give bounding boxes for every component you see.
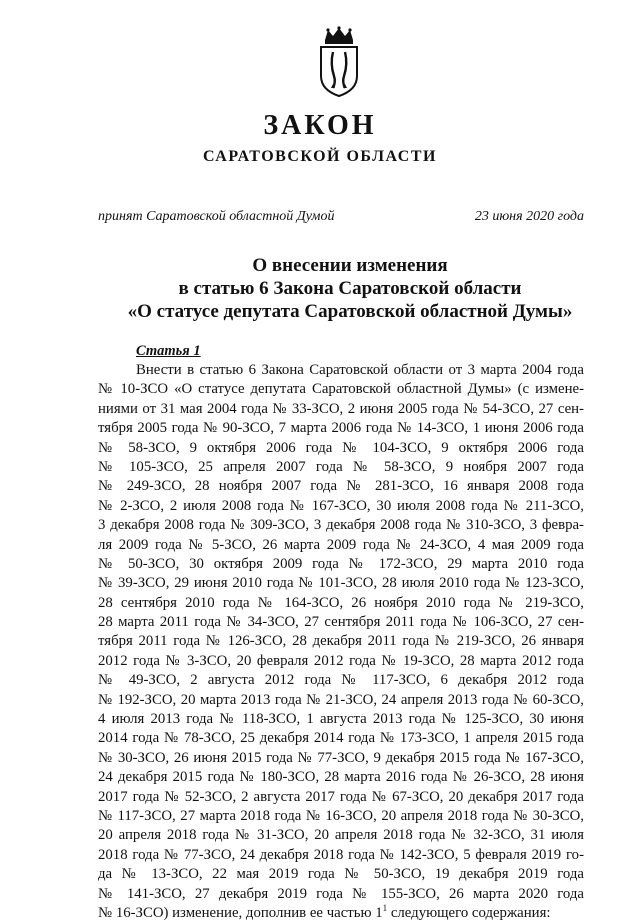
article-text-line: № 30-ЗСО, 26 июня 2015 года № 77-ЗСО, 9 декабря 2015 года № 167-ЗСО, (98, 749, 584, 766)
article-text-line: 20 апреля 2018 года № 31-ЗСО, 20 апреля 2018 года № 32-ЗСО, 31 июля (98, 827, 584, 844)
article-text-line: 2014 года № 78-ЗСО, 25 декабря 2014 года № 173-ЗСО, 1 апреля 2015 года (98, 730, 584, 747)
article-text-line: № 192-ЗСО, 20 марта 2013 года № 21-ЗСО, 24 апреля 2013 года № 60-ЗСО, (98, 691, 584, 708)
law-heading-line-3: «О статусе депутата Саратовской областной Думы» (127, 301, 573, 322)
last-line-tail: следующего содержания: (387, 904, 551, 921)
coat-of-arms-icon (316, 26, 362, 98)
article-text-line: № 49-ЗСО, 2 августа 2012 года № 117-ЗСО, 6 декабря 2012 года (98, 672, 584, 689)
article-text-line: тября 2011 года № 126-ЗСО, 28 декабря 2011 года № 219-ЗСО, 26 января (98, 633, 584, 650)
part-superscript: 1 (382, 903, 388, 914)
article-body (98, 361, 584, 923)
article-text-line: № 117-ЗСО, 27 марта 2018 года № 16-ЗСО, 20 апреля 2018 года № 30-ЗСО, (98, 807, 584, 824)
article-text-line: 24 декабря 2015 года № 180-ЗСО, 28 марта 2016 года № 26-ЗСО, 28 июня (98, 769, 584, 786)
article-text-line: 2018 года № 77-ЗСО, 24 декабря 2018 года № 142-ЗСО, 5 февраля 2019 го- (98, 846, 584, 863)
article-text-line: № 105-ЗСО, 25 апреля 2007 года № 58-ЗСО, 9 ноября 2007 года (98, 458, 584, 475)
law-heading-line-1: О внесении изменения (252, 255, 448, 276)
article-text-line: 4 июля 2013 года № 118-ЗСО, 1 августа 2013 года № 125-ЗСО, 30 июня (98, 711, 584, 728)
adoption-date: 23 июня 2020 года (474, 209, 584, 224)
article-text-line: 28 марта 2011 года № 34-ЗСО, 27 сентября 2011 года № 106-ЗСО, 27 сен- (98, 614, 584, 631)
last-line-text: № 16-ЗСО) изменение, дополнив ее частью 1 (98, 904, 383, 921)
article-text-line: 2012 года № 3-ЗСО, 20 февраля 2012 года № 19-ЗСО, 28 марта 2012 года (98, 652, 584, 669)
article-text-line: ниями от 31 мая 2004 года № 33-ЗСО, 2 июня 2005 года № 54-ЗСО, 27 сен- (98, 400, 584, 417)
law-heading-line-2: в статью 6 Закона Саратовской области (178, 278, 522, 299)
article-text-line: 3 декабря 2008 года № 309-ЗСО, 3 декабря 2008 года № 310-ЗСО, 3 февра- (98, 517, 584, 534)
article-text-line: Внести в статью 6 Закона Саратовской области от 3 марта 2004 года (136, 362, 584, 378)
article-text-line: № 58-ЗСО, 9 октября 2006 года № 104-ЗСО, 9 октября 2006 года (98, 439, 584, 456)
law-title: ЗАКОН (263, 110, 377, 141)
article-label: Статья 1 (136, 343, 201, 359)
article-text-line: № 10-ЗСО «О статусе депутата Саратовской областной Думы» (с измене- (98, 381, 584, 398)
article-text-line: да № 13-ЗСО, 22 мая 2019 года № 50-ЗСО, 19 декабря 2019 года (98, 866, 584, 883)
article-text-line: ля 2009 года № 5-ЗСО, 26 марта 2009 года № 24-ЗСО, 4 мая 2009 года (98, 536, 584, 553)
article-text-line: тября 2005 года № 90-ЗСО, 7 марта 2006 года № 14-ЗСО, 1 июня 2006 года (98, 420, 584, 437)
article-text-line-last (98, 904, 584, 923)
region-subtitle: САРАТОВСКОЙ ОБЛАСТИ (203, 148, 437, 165)
article-text-line: № 50-ЗСО, 30 октября 2009 года № 172-ЗСО, 29 марта 2010 года (98, 555, 584, 572)
article-text-line: № 141-ЗСО, 27 декабря 2019 года № 155-ЗСО, 26 марта 2020 года (98, 885, 584, 902)
article-text-line: № 2-ЗСО, 2 июля 2008 года № 167-ЗСО, 30 июля 2008 года № 211-ЗСО, (98, 497, 584, 514)
article-text-line: № 249-ЗСО, 28 ноября 2007 года № 281-ЗСО, 16 января 2008 года (98, 478, 584, 495)
article-text-line: 2017 года № 52-ЗСО, 2 августа 2017 года № 67-ЗСО, 20 декабря 2017 года (98, 788, 584, 805)
article-text-line: 28 сентября 2010 года № 164-ЗСО, 26 ноября 2010 года № 219-ЗСО, (98, 594, 584, 611)
article-text-line: № 39-ЗСО, 29 июня 2010 года № 101-ЗСО, 28 июля 2010 года № 123-ЗСО, (98, 575, 584, 592)
adopted-by-text: принят Саратовской областной Думой (98, 209, 335, 224)
